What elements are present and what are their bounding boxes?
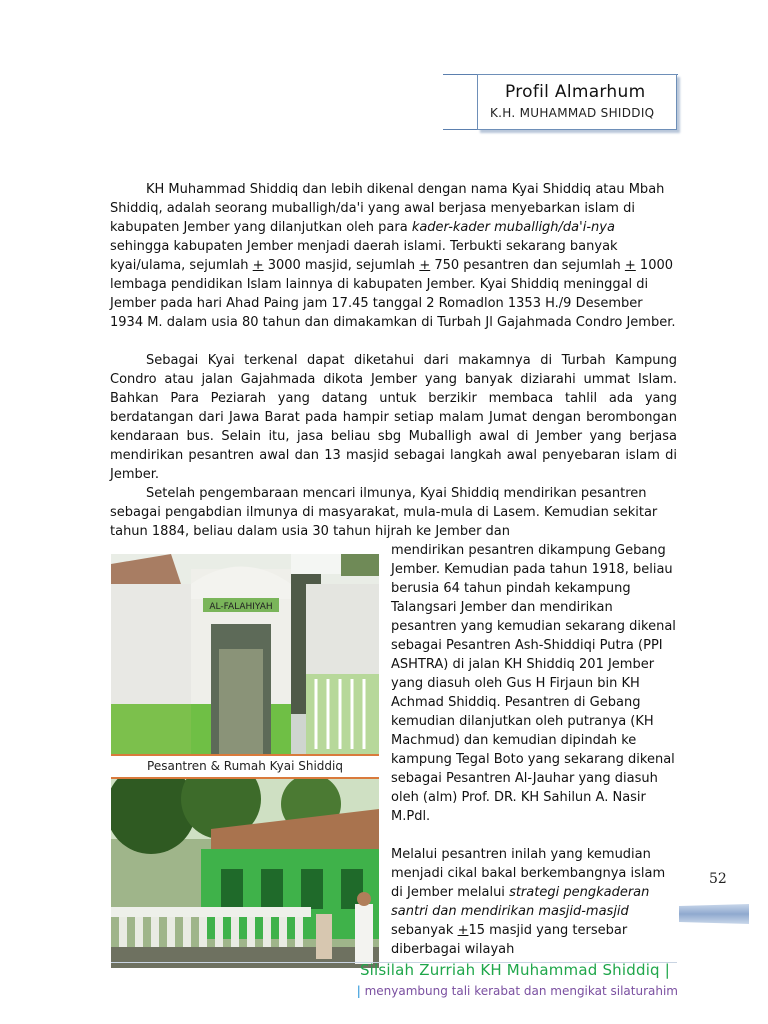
page-subtitle: K.H. MUHAMMAD SHIDDIQ <box>490 106 655 120</box>
paragraph-1 <box>110 180 677 332</box>
p1-italic: kader-kader muballigh/da'i-nya <box>411 220 615 235</box>
footer-bar: | <box>356 984 361 998</box>
p2-text: Sebagai Kyai terkenal dapat diketahui dari makamnya di Turbah Kampung Condro atau jalan Gajahmada dikota Jember yang banyak diziarahi ummat Islam. Bahkan Para Peziarah yang datang untuk berzikir membaca tahlil ada yang berdatangan dari Jawa Barat pada hampir setiap malam Jumat dengan berombongan kendaraan bus. Selain itu, jasa beliau sbg Muballigh awal di Jember yang berjasa mendirikan pesantren awal dan 13 masjid sebagai langkah awal penyebaran islam di Jember. <box>110 353 677 482</box>
footer-title: Silsilah Zurriah KH Muhammad Shiddiq | <box>359 961 670 979</box>
footer-subtitle-text: menyambung tali kerabat dan mengikat silaturahim <box>360 984 678 998</box>
gate-sign-text: AL-FALAHIYAH <box>209 602 273 612</box>
plus-minus-sign: + <box>457 923 469 938</box>
side2-italic: strategi pengkaderan santri dan mendirikan masjid-masjid <box>391 885 650 919</box>
page-number: 52 <box>709 871 727 887</box>
footer-subtitle <box>357 984 678 998</box>
photo-pesantren-building <box>111 779 379 968</box>
p1-text-b: sehingga kabupaten Jember menjadi daerah islami. Terbukti sekarang banyak kyai/ulama, sejumlah <box>110 239 618 273</box>
p3-text: Setelah pengembaraan mencari ilmunya, Kyai Shiddiq mendirikan pesantren sebagai pengabdian ilmunya di masyarakat, mula-mula di Lasem. Kemudian sekitar tahun 1884, beliau dalam usia 30 tahun hijrah ke Jember dan <box>110 486 658 539</box>
paragraph-3 <box>110 484 677 541</box>
page-tab-decoration <box>677 902 751 926</box>
page-title: Profil Almarhum <box>505 82 646 102</box>
p1-text-c: 3000 masjid, sejumlah <box>263 258 420 273</box>
plus-minus-sign: + <box>624 258 636 273</box>
side2-text-c: 15 masjid yang tersebar diberbagai wilayah <box>391 923 628 957</box>
photo-pesantren-gate <box>111 554 379 754</box>
p1-text-d: 750 pesantren dan sejumlah <box>430 258 625 273</box>
paragraph-2 <box>110 351 677 484</box>
side2-text-b: sebanyak <box>391 923 458 938</box>
plus-minus-sign: + <box>252 258 264 273</box>
side-paragraph-2 <box>391 845 681 959</box>
photo-caption: Pesantren & Rumah Kyai Shiddiq <box>111 754 379 779</box>
side2-text-a: Melalui pesantren inilah yang kemudian menjadi cikal bakal berkembangnya islam di Jember melalui <box>391 847 666 900</box>
plus-minus-sign: + <box>419 258 431 273</box>
p1-text-e: 1000 lembaga pendidikan Islam lainnya di kabupaten Jember. Kyai Shiddiq meninggal di Jember pada hari Ahad Paing jam 17.45 tanggal 2 Romadlon 1353 H./9 Desember 1934 M. dalam usia 80 tahun dan dimakamkan di Turbah Jl Gajahmada Condro Jember. <box>110 258 676 330</box>
side-paragraph-1: mendirikan pesantren dikampung Gebang Jember. Kemudian pada tahun 1918, beliau berusia 64 tahun pindah kekampung Talangsari Jember dan mendirikan pesantren yang kemudian sekarang dikenal sebagai Pesantren Ash-Shiddiqi Putra (PPI ASHTRA) di jalan KH Shiddiq 201 Jember yang diasuh oleh Gus H Firjaun bin KH Achmad Shiddiq. Pesantren di Gebang kemudian dilanjutkan oleh putranya (KH Machmud) dan kemudian dipindah ke kampung Tegal Boto yang sekarang dikenal sebagai Pesantren Al-Jauhar yang diasuh oleh (alm) Prof. DR. KH Sahilun A. Nasir M.Pdl. <box>391 543 676 824</box>
p1-text-a: KH Muhammad Shiddiq dan lebih dikenal dengan nama Kyai Shiddiq atau Mbah Shiddiq, adalah seorang muballigh/da'i yang awal berjasa menyebarkan islam di kabupaten Jember yang dilanjutkan oleh para <box>110 182 665 235</box>
